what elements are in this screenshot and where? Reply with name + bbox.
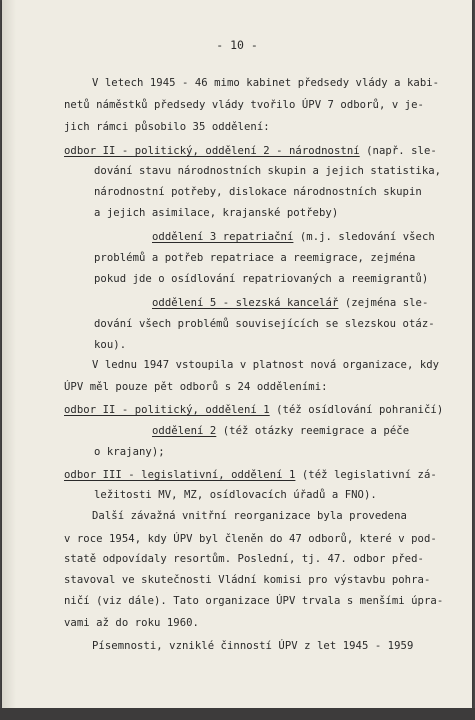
text-line: [92, 77, 439, 89]
underlined-heading-text: odbor II - politický, oddělení 1: [64, 404, 270, 416]
body-text: (též otázky reemigrace a péče: [216, 425, 410, 437]
body-text: kou).: [94, 339, 127, 351]
body-text: (též legislativní zá-: [295, 469, 437, 481]
body-text: o krajany);: [94, 446, 165, 458]
text-line: [64, 533, 437, 545]
text-line: [64, 404, 443, 416]
text-line: [94, 207, 338, 219]
body-text: dování stavu národnostních skupin a jejich statistika,: [94, 165, 442, 177]
body-text: (m.j. sledování všech: [293, 231, 435, 243]
text-line: [64, 121, 270, 133]
text-line: [92, 640, 413, 652]
text-line: [64, 145, 437, 157]
underlined-heading-text: oddělení 5 - slezská kancelář: [152, 297, 339, 309]
body-text: ležitosti MV, MZ, osídlovacích úřadů a FNO).: [94, 489, 377, 501]
text-line: [94, 489, 377, 501]
body-text: V letech 1945 - 46 mimo kabinet předsedy vlády a kabi-: [92, 77, 440, 89]
body-text: národnostní potřeby, dislokace národnostních skupin: [94, 186, 422, 198]
text-line: [64, 595, 443, 607]
body-text: (např. sle-: [359, 145, 437, 157]
text-line: [94, 446, 165, 458]
body-text: v roce 1954, kdy ÚPV byl členěn do 47 odborů, které v pod-: [64, 533, 437, 545]
body-text: statě odpovídaly resortům. Poslední, tj. 47. odbor před-: [64, 553, 424, 565]
body-text: netů náměstků předsedy vlády tvořilo ÚPV 7 odborů, v je-: [64, 99, 424, 111]
text-line: [92, 359, 439, 371]
page-binding-edge: [2, 0, 16, 708]
text-line: [94, 165, 441, 177]
body-text: Písemnosti, vzniklé činností ÚPV z let 1945 - 1959: [92, 640, 414, 652]
scan-background-edge: [0, 708, 475, 720]
body-text: Další závažná vnitřní reorganizace byla provedena: [92, 510, 407, 522]
body-text: vami až do roku 1960.: [64, 617, 199, 629]
underlined-heading-text: odbor II - politický, oddělení 2 - národnostní: [64, 145, 360, 157]
text-line: [152, 297, 428, 309]
text-line: [152, 425, 409, 437]
text-line: [64, 381, 328, 393]
document-page: [2, 0, 472, 708]
page-number: - 10 -: [216, 38, 258, 52]
text-line: [94, 252, 415, 264]
body-text: pokud jde o osídlování repatriovaných a reemigrantů): [94, 273, 429, 285]
body-text: stavoval ve skutečnosti Vládní komisi pro výstavbu pohra-: [64, 574, 431, 586]
text-line: [64, 574, 430, 586]
text-line: [64, 553, 424, 565]
text-line: [94, 339, 126, 351]
body-text: dování všech problémů souvisejících se slezskou otáz-: [94, 318, 435, 330]
underlined-heading-text: odbor III - legislativní, oddělení 1: [64, 469, 296, 481]
text-line: [94, 186, 422, 198]
text-line: [64, 99, 424, 111]
body-text: jich rámci působilo 35 oddělení:: [64, 121, 270, 133]
text-line: [64, 617, 199, 629]
body-text: (zejména sle-: [338, 297, 429, 309]
text-line: [64, 469, 437, 481]
body-text: a jejich asimilace, krajanské potřeby): [94, 207, 339, 219]
text-line: [152, 231, 435, 243]
body-text: ÚPV měl pouze pět odborů s 24 odděleními:: [64, 381, 328, 393]
text-line: [92, 510, 407, 522]
body-text: ničí (viz dále). Tato organizace ÚPV trvala s menšími úpra-: [64, 595, 444, 607]
text-line: [94, 273, 428, 285]
underlined-heading-text: oddělení 3 repatriační: [152, 231, 294, 243]
body-text: V lednu 1947 vstoupila v platnost nová organizace, kdy: [92, 359, 440, 371]
underlined-heading-text: oddělení 2: [152, 425, 217, 437]
body-text: problémů a potřeb repatriace a reemigrace, zejména: [94, 252, 416, 264]
body-text: (též osídlování pohraničí): [269, 404, 444, 416]
text-line: [94, 318, 435, 330]
